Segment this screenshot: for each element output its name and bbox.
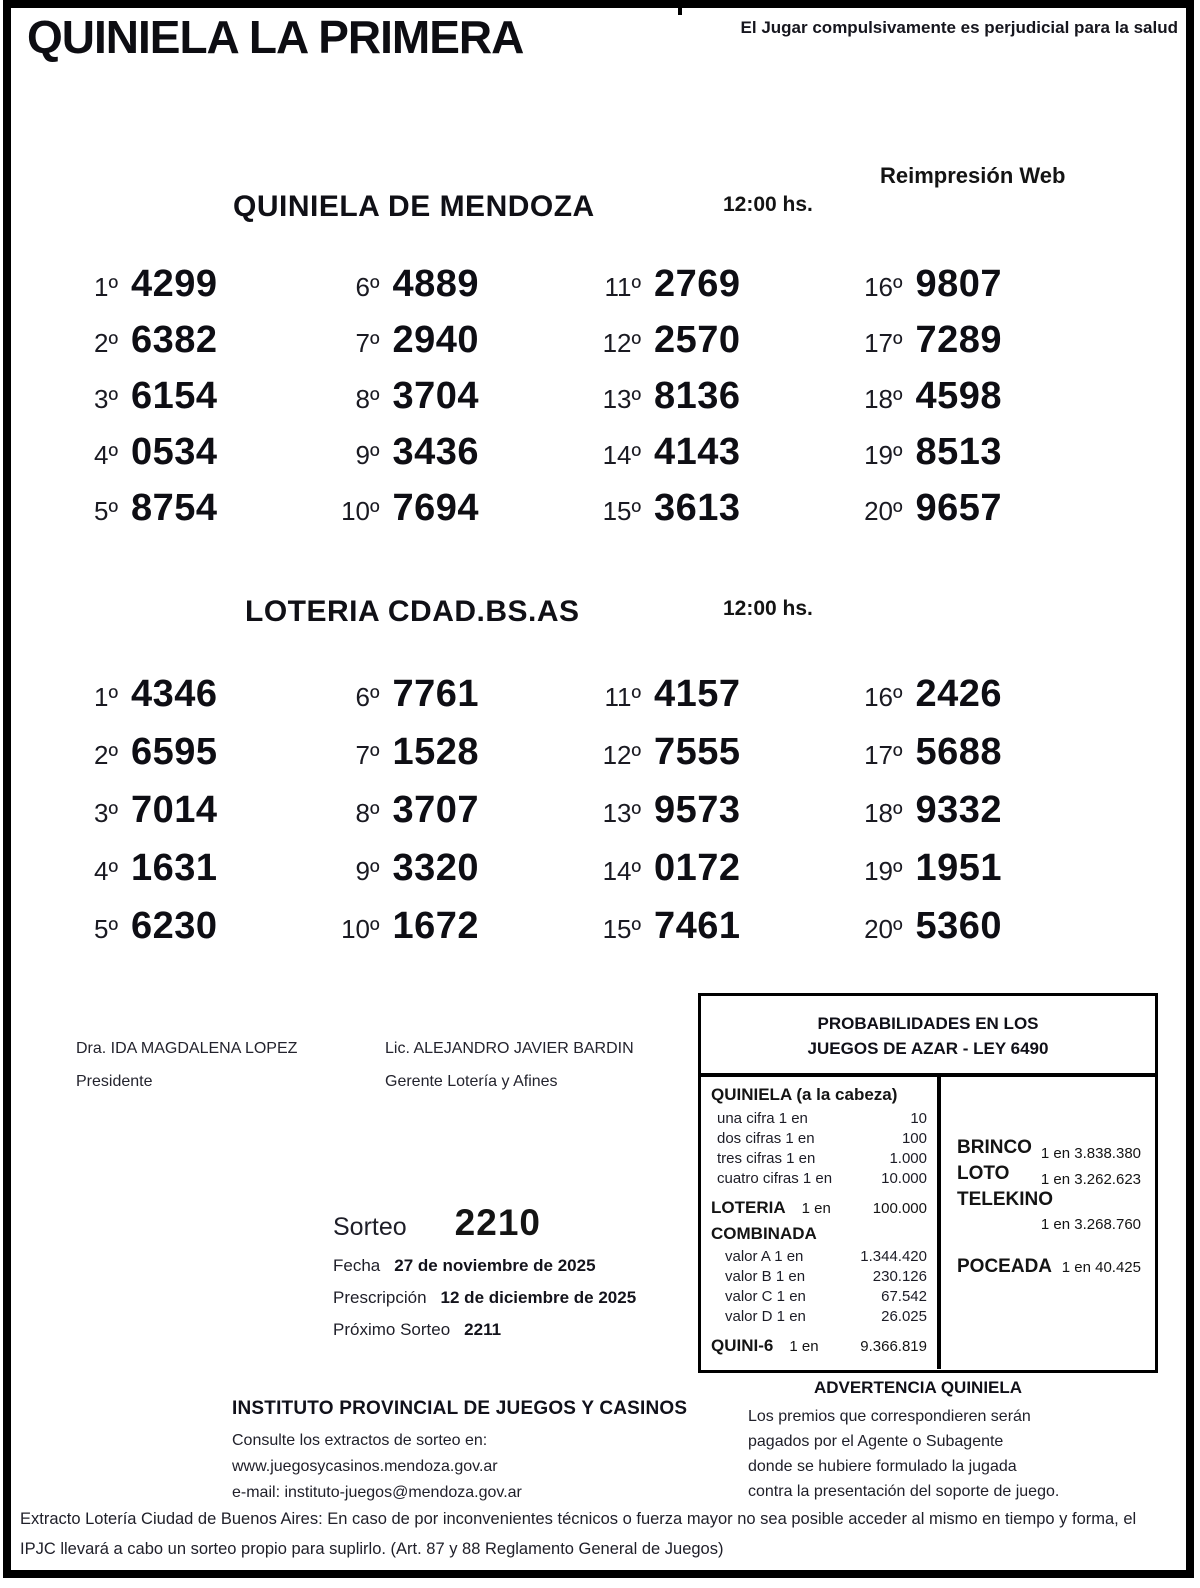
odds-row bbox=[711, 1129, 927, 1149]
game-odds-value: 1 en 40.425 bbox=[1061, 1258, 1141, 1276]
result-entry bbox=[324, 375, 586, 431]
result-number: 7694 bbox=[392, 487, 480, 529]
fecha-row bbox=[333, 1256, 636, 1276]
game-name: POCEADA bbox=[957, 1256, 1053, 1277]
institute-block bbox=[232, 1398, 687, 1506]
result-number: 9657 bbox=[915, 487, 1003, 529]
result-number: 4889 bbox=[392, 263, 480, 305]
odds-row bbox=[711, 1287, 927, 1307]
game-name: BRINCO bbox=[957, 1137, 1032, 1158]
result-number: 4143 bbox=[654, 431, 741, 473]
result-entry bbox=[585, 431, 847, 487]
bsas-section-title: LOTERIA CDAD.BS.AS bbox=[245, 595, 580, 628]
institute-email: e-mail: instituto-juegos@mendoza.gov.ar bbox=[232, 1484, 522, 1501]
result-number: 3707 bbox=[392, 789, 480, 831]
result-number: 7289 bbox=[915, 319, 1003, 361]
probabilities-right-column bbox=[941, 1077, 1155, 1369]
advertencia-line: Los premios que correspondieren serán bbox=[748, 1408, 1031, 1425]
odds-row bbox=[711, 1109, 927, 1129]
reprint-label: Reimpresión Web bbox=[880, 163, 1066, 188]
health-warning-text: El Jugar compulsivamente es perjudicial para la salud bbox=[740, 18, 1178, 37]
mendoza-draw-time: 12:00 hs. bbox=[723, 193, 813, 216]
result-position: 7º bbox=[355, 740, 380, 770]
bsas-results-grid bbox=[62, 673, 1108, 963]
probabilities-body bbox=[701, 1077, 1155, 1369]
prescripcion-row bbox=[333, 1288, 636, 1308]
result-entry bbox=[847, 263, 1109, 319]
odds-value: 230.126 bbox=[872, 1268, 927, 1285]
result-position: 6º bbox=[355, 272, 380, 302]
result-number: 1528 bbox=[392, 731, 480, 773]
odds-label: valor D 1 en bbox=[725, 1308, 806, 1325]
result-position: 14º bbox=[602, 856, 641, 886]
result-entry bbox=[585, 375, 847, 431]
fecha-label: Fecha bbox=[333, 1256, 381, 1275]
game-odds-value: 1 en 3.838.380 bbox=[1040, 1145, 1141, 1162]
loteria-odds-mid: 1 en bbox=[801, 1200, 831, 1217]
result-entry bbox=[324, 263, 586, 319]
result-entry bbox=[324, 673, 586, 731]
quiniela-odds-header: QUINIELA (a la cabeza) bbox=[711, 1085, 898, 1104]
result-position: 11º bbox=[604, 682, 641, 712]
institute-consult-line: Consulte los extractos de sorteo en: bbox=[232, 1432, 488, 1449]
result-entry bbox=[847, 789, 1109, 847]
fecha-value: 27 de noviembre de 2025 bbox=[394, 1256, 596, 1275]
game-name: LOTO bbox=[957, 1163, 1010, 1184]
result-number: 9807 bbox=[915, 263, 1003, 305]
result-number: 0534 bbox=[131, 431, 218, 473]
prescripcion-value: 12 de diciembre de 2025 bbox=[440, 1288, 637, 1307]
result-entry bbox=[324, 905, 586, 963]
result-number: 6230 bbox=[131, 905, 218, 947]
bsas-draw-time: 12:00 hs. bbox=[723, 597, 813, 620]
probabilities-left-column bbox=[701, 1077, 941, 1369]
result-entry bbox=[585, 487, 847, 543]
result-entry bbox=[847, 673, 1109, 731]
result-number: 3704 bbox=[392, 375, 480, 417]
odds-label: valor C 1 en bbox=[725, 1288, 806, 1305]
result-position: 1º bbox=[94, 682, 118, 712]
result-number: 7761 bbox=[392, 673, 480, 715]
result-number: 6154 bbox=[131, 375, 218, 417]
result-position: 13º bbox=[602, 384, 641, 414]
odds-label: valor A 1 en bbox=[725, 1248, 804, 1265]
result-entry bbox=[847, 487, 1109, 543]
odds-value: 67.542 bbox=[881, 1288, 927, 1305]
result-entry bbox=[62, 263, 324, 319]
institute-name: INSTITUTO PROVINCIAL DE JUEGOS Y CASINOS bbox=[232, 1398, 688, 1419]
combinada-odds-rows bbox=[711, 1247, 927, 1327]
result-number: 0172 bbox=[654, 847, 741, 889]
odds-label: tres cifras 1 en bbox=[717, 1150, 816, 1167]
result-position: 17º bbox=[864, 740, 903, 770]
advertencia-line: contra la presentación del soporte de juego. bbox=[748, 1483, 1060, 1500]
result-number: 1951 bbox=[915, 847, 1003, 889]
result-position: 15º bbox=[602, 496, 641, 526]
result-entry bbox=[847, 431, 1109, 487]
probabilities-box bbox=[698, 993, 1158, 1373]
mendoza-section-title: QUINIELA DE MENDOZA bbox=[233, 190, 595, 223]
result-entry bbox=[585, 673, 847, 731]
game-odds-value: 1 en 3.262.623 bbox=[1040, 1171, 1141, 1188]
result-number: 3613 bbox=[654, 487, 741, 529]
game-name: TELEKINO bbox=[957, 1189, 1054, 1210]
result-position: 13º bbox=[602, 798, 641, 828]
result-entry bbox=[62, 431, 324, 487]
result-number: 3436 bbox=[392, 431, 480, 473]
result-entry bbox=[62, 847, 324, 905]
result-entry bbox=[324, 431, 586, 487]
result-entry bbox=[324, 847, 586, 905]
result-entry bbox=[62, 487, 324, 543]
result-position: 11º bbox=[604, 272, 641, 302]
result-position: 10º bbox=[341, 496, 380, 526]
result-entry bbox=[324, 319, 586, 375]
odds-value: 10 bbox=[910, 1110, 927, 1127]
result-number: 9332 bbox=[915, 789, 1003, 831]
quini6-odds-value: 9.366.819 bbox=[860, 1338, 927, 1355]
advertencia-line: pagados por el Agente o Subagente bbox=[748, 1433, 1004, 1450]
game-odds-row bbox=[957, 1163, 1141, 1188]
odds-row bbox=[711, 1267, 927, 1287]
result-position: 5º bbox=[94, 496, 118, 526]
result-position: 14º bbox=[602, 440, 641, 470]
result-position: 5º bbox=[94, 914, 118, 944]
quini6-odds-label: QUINI-6 bbox=[711, 1336, 774, 1355]
result-entry bbox=[585, 319, 847, 375]
result-position: 18º bbox=[864, 384, 903, 414]
result-entry bbox=[585, 847, 847, 905]
advertencia-lines bbox=[748, 1404, 1088, 1504]
result-number: 2940 bbox=[392, 319, 480, 361]
odds-label: dos cifras 1 en bbox=[717, 1130, 815, 1147]
result-number: 7014 bbox=[131, 789, 218, 831]
result-entry bbox=[62, 673, 324, 731]
game-odds-row bbox=[957, 1189, 1141, 1233]
result-number: 4299 bbox=[131, 263, 218, 305]
combinada-header: COMBINADA bbox=[711, 1224, 817, 1243]
result-entry bbox=[585, 789, 847, 847]
result-number: 2426 bbox=[915, 673, 1003, 715]
result-position: 2º bbox=[94, 740, 118, 770]
result-number: 4598 bbox=[915, 375, 1003, 417]
result-position: 8º bbox=[355, 384, 380, 414]
result-number: 8754 bbox=[131, 487, 218, 529]
proximo-sorteo-value: 2211 bbox=[464, 1320, 502, 1339]
result-number: 8513 bbox=[915, 431, 1003, 473]
result-entry bbox=[324, 789, 586, 847]
page-title: QUINIELA LA PRIMERA bbox=[27, 11, 524, 63]
result-number: 6595 bbox=[131, 731, 218, 773]
result-entry bbox=[847, 847, 1109, 905]
result-position: 12º bbox=[602, 740, 641, 770]
result-entry bbox=[847, 905, 1109, 963]
result-number: 6382 bbox=[131, 319, 218, 361]
odds-row bbox=[711, 1149, 927, 1169]
odds-value: 1.344.420 bbox=[860, 1248, 927, 1265]
result-number: 5688 bbox=[915, 731, 1003, 773]
result-number: 1672 bbox=[392, 905, 480, 947]
result-position: 1º bbox=[94, 272, 118, 302]
odds-label: cuatro cifras 1 en bbox=[717, 1170, 833, 1187]
proximo-sorteo-row bbox=[333, 1320, 636, 1340]
footer-disclaimer: Extracto Lotería Ciudad de Buenos Aires: En caso de por inconvenientes técnicos o fuerza mayor no sea posible acceder al mismo en tiempo y forma, el IPJC llevará a cabo un sorteo propio para suplirlo. (Art. 87 y 88 Reglamento General de Juegos) bbox=[20, 1510, 1137, 1558]
proximo-sorteo-label: Próximo Sorteo bbox=[333, 1320, 451, 1339]
quini6-odds-mid: 1 en bbox=[789, 1338, 819, 1355]
result-entry bbox=[62, 905, 324, 963]
result-entry bbox=[324, 731, 586, 789]
result-entry bbox=[62, 731, 324, 789]
result-position: 4º bbox=[94, 440, 118, 470]
result-position: 3º bbox=[94, 384, 118, 414]
result-number: 2769 bbox=[654, 263, 741, 305]
probabilities-title-line2: JUEGOS DE AZAR - LEY 6490 bbox=[807, 1039, 1049, 1058]
odds-value: 1.000 bbox=[889, 1150, 927, 1167]
odds-value: 10.000 bbox=[881, 1170, 927, 1187]
result-entry bbox=[847, 731, 1109, 789]
institute-website: www.juegosycasinos.mendoza.gov.ar bbox=[232, 1458, 498, 1475]
result-number: 3320 bbox=[392, 847, 480, 889]
result-position: 10º bbox=[341, 914, 380, 944]
result-position: 9º bbox=[355, 856, 380, 886]
result-number: 1631 bbox=[131, 847, 218, 889]
game-odds-row bbox=[957, 1137, 1141, 1162]
result-entry bbox=[62, 375, 324, 431]
official-manager bbox=[385, 1040, 634, 1091]
loteria-odds-label: LOTERIA bbox=[711, 1198, 786, 1217]
result-position: 4º bbox=[94, 856, 118, 886]
official-name: Lic. ALEJANDRO JAVIER BARDIN bbox=[385, 1040, 634, 1057]
advertencia-title: ADVERTENCIA QUINIELA bbox=[813, 1378, 1023, 1397]
odds-label: valor B 1 en bbox=[725, 1268, 806, 1285]
loteria-odds-row bbox=[711, 1198, 927, 1218]
probabilities-title-line1: PROBABILIDADES EN LOS bbox=[817, 1014, 1039, 1033]
draw-info-block bbox=[333, 1202, 636, 1340]
result-position: 18º bbox=[864, 798, 903, 828]
result-position: 19º bbox=[864, 856, 903, 886]
result-entry bbox=[585, 263, 847, 319]
result-position: 6º bbox=[355, 682, 380, 712]
result-position: 7º bbox=[355, 328, 380, 358]
odds-row bbox=[711, 1307, 927, 1327]
result-entry bbox=[324, 487, 586, 543]
result-position: 16º bbox=[864, 682, 903, 712]
result-number: 9573 bbox=[654, 789, 741, 831]
advertencia-block bbox=[748, 1378, 1088, 1504]
odds-value: 100 bbox=[901, 1130, 927, 1147]
result-number: 5360 bbox=[915, 905, 1003, 947]
odds-label: una cifra 1 en bbox=[717, 1110, 808, 1127]
loteria-odds-value: 100.000 bbox=[872, 1200, 927, 1217]
result-position: 20º bbox=[864, 496, 903, 526]
result-entry bbox=[585, 731, 847, 789]
result-number: 4346 bbox=[131, 673, 218, 715]
result-entry bbox=[62, 789, 324, 847]
result-entry bbox=[847, 375, 1109, 431]
result-number: 2570 bbox=[654, 319, 741, 361]
odds-value: 26.025 bbox=[881, 1308, 927, 1325]
result-position: 3º bbox=[94, 798, 118, 828]
result-position: 20º bbox=[864, 914, 903, 944]
result-entry bbox=[585, 905, 847, 963]
official-role: Presidente bbox=[76, 1073, 153, 1090]
result-number: 4157 bbox=[654, 673, 741, 715]
result-position: 16º bbox=[864, 272, 903, 302]
odds-row bbox=[711, 1247, 927, 1267]
sorteo-label: Sorteo bbox=[333, 1213, 407, 1241]
result-position: 15º bbox=[602, 914, 641, 944]
quiniela-odds-rows bbox=[711, 1109, 927, 1189]
result-position: 2º bbox=[94, 328, 118, 358]
mendoza-results-grid bbox=[62, 263, 1108, 543]
result-number: 7461 bbox=[654, 905, 741, 947]
result-entry bbox=[847, 319, 1109, 375]
result-number: 8136 bbox=[654, 375, 741, 417]
prescripcion-label: Prescripción bbox=[333, 1288, 427, 1307]
result-position: 9º bbox=[355, 440, 380, 470]
sorteo-number: 2210 bbox=[454, 1202, 541, 1243]
odds-row bbox=[711, 1169, 927, 1189]
official-name: Dra. IDA MAGDALENA LOPEZ bbox=[76, 1040, 298, 1057]
official-president bbox=[76, 1040, 297, 1091]
result-position: 12º bbox=[602, 328, 641, 358]
official-role: Gerente Lotería y Afines bbox=[385, 1073, 558, 1090]
result-position: 19º bbox=[864, 440, 903, 470]
game-odds-row bbox=[957, 1256, 1141, 1278]
quini6-odds-row bbox=[711, 1336, 927, 1356]
result-position: 17º bbox=[864, 328, 903, 358]
advertencia-line: donde se hubiere formulado la jugada bbox=[748, 1458, 1017, 1475]
result-entry bbox=[62, 319, 324, 375]
game-odds-value: 1 en 3.268.760 bbox=[1040, 1216, 1141, 1233]
sorteo-row bbox=[333, 1202, 636, 1244]
probabilities-title bbox=[701, 996, 1155, 1077]
result-position: 8º bbox=[355, 798, 380, 828]
result-number: 7555 bbox=[654, 731, 741, 773]
